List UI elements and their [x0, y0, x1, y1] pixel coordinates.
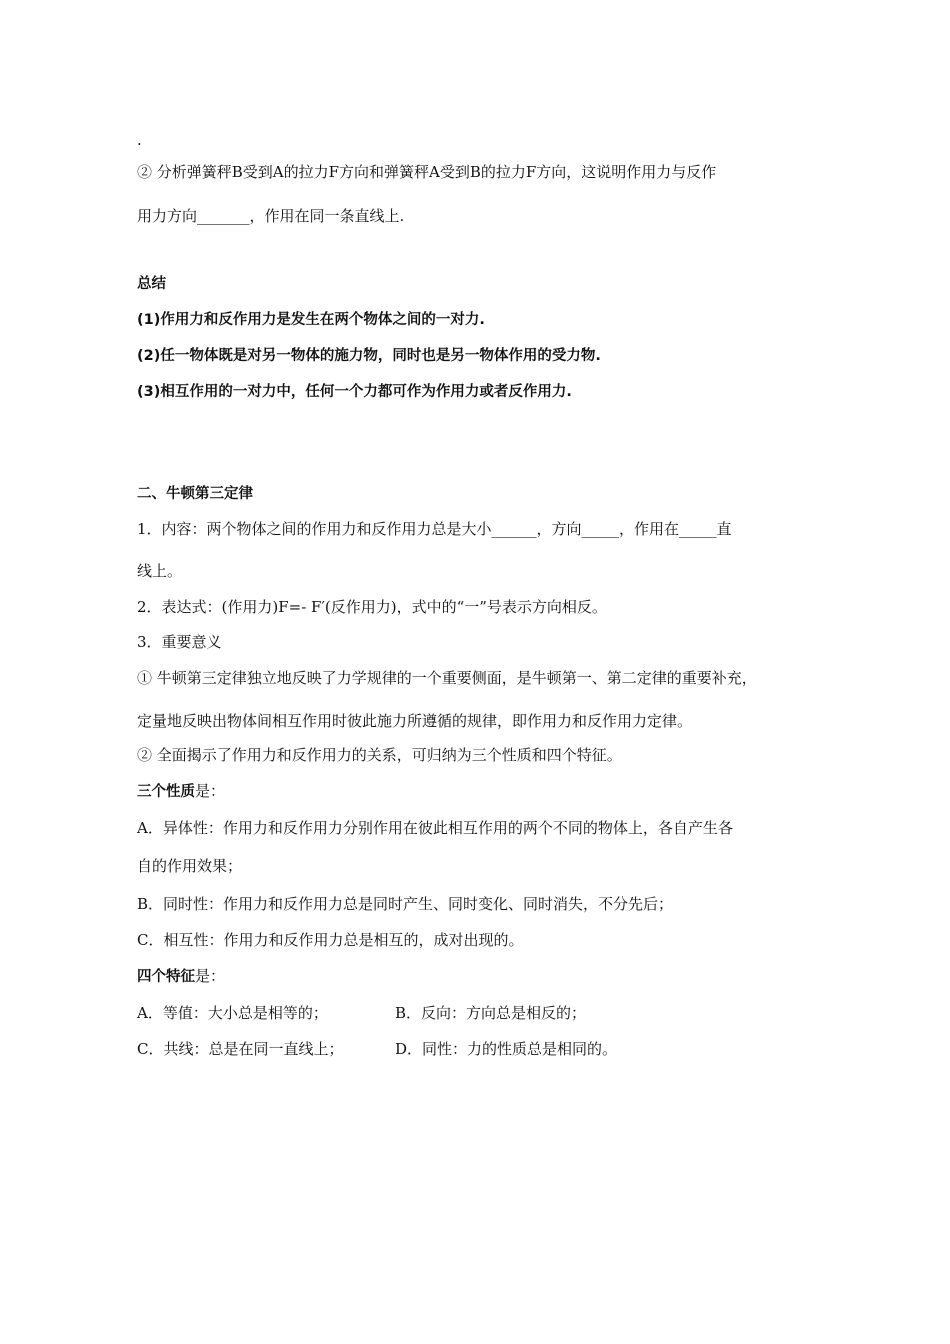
summary-point-2: (2)任一物体既是对另一物体的施力物，同时也是另一物体作用的受力物. — [137, 348, 601, 364]
property-a-line2: 自的作用效果； — [137, 857, 243, 875]
part1-item2-line2: 用力方向_______，作用在同一条直线上. — [137, 207, 405, 225]
features-heading — [137, 966, 225, 987]
part1-item2-line1: ② 分析弹簧秤B受到A的拉力F方向和弹簧秤A受到B的拉力F方向，这说明作用力与反作 — [137, 163, 717, 181]
expression-line: 2．表达式：(作用力)F=- F′(反作用力)，式中的“一”号表示方向相反。 — [137, 598, 607, 616]
summary-heading: 总结 — [137, 276, 166, 292]
feature-d: D．同性：力的性质总是相同的。 — [395, 1040, 618, 1058]
significance-1-line2: 定量地反映出物体间相互作用时彼此施力所遵循的规律，即作用力和反作用力定律。 — [137, 712, 693, 730]
significance-title: 3．重要意义 — [137, 633, 222, 651]
property-b: B．同时性：作用力和反作用力总是同时产生、同时变化、同时消失，不分先后； — [137, 895, 674, 913]
property-a-line1: A．异体性：作用力和反作用力分别作用在彼此相互作用的两个不同的物体上，各自产生各 — [137, 819, 733, 837]
content-line2: 线上。 — [137, 562, 183, 580]
significance-1-line1: ① 牛顿第三定律独立地反映了力学规律的一个重要侧面，是牛顿第一、第二定律的重要补充， — [137, 669, 757, 687]
feature-b: B．反向：方向总是相反的； — [395, 1004, 587, 1022]
content-line1: 1．内容：两个物体之间的作用力和反作用力总是大小______，方向_____，作用在_____直 — [137, 520, 732, 538]
properties-heading-bold: 三个性质 — [137, 784, 195, 800]
feature-a: A．等值：大小总是相等的； — [137, 1004, 328, 1022]
properties-heading-rest: 是： — [195, 782, 226, 800]
significance-2: ② 全面揭示了作用力和反作用力的关系，可归纳为三个性质和四个特征。 — [137, 746, 622, 764]
property-c: C．相互性：作用力和反作用力总是相互的，成对出现的。 — [137, 931, 524, 949]
stray-dot: . — [137, 131, 142, 149]
properties-heading — [137, 781, 225, 802]
feature-c: C．共线：总是在同一直线上； — [137, 1040, 344, 1058]
summary-point-3: (3)相互作用的一对力中，任何一个力都可作为作用力或者反作用力. — [137, 384, 572, 400]
features-heading-rest: 是： — [195, 967, 226, 985]
summary-point-1: (1)作用力和反作用力是发生在两个物体之间的一对力. — [137, 312, 485, 328]
features-heading-bold: 四个特征 — [137, 969, 195, 985]
section2-heading: 二、牛顿第三定律 — [137, 486, 253, 502]
